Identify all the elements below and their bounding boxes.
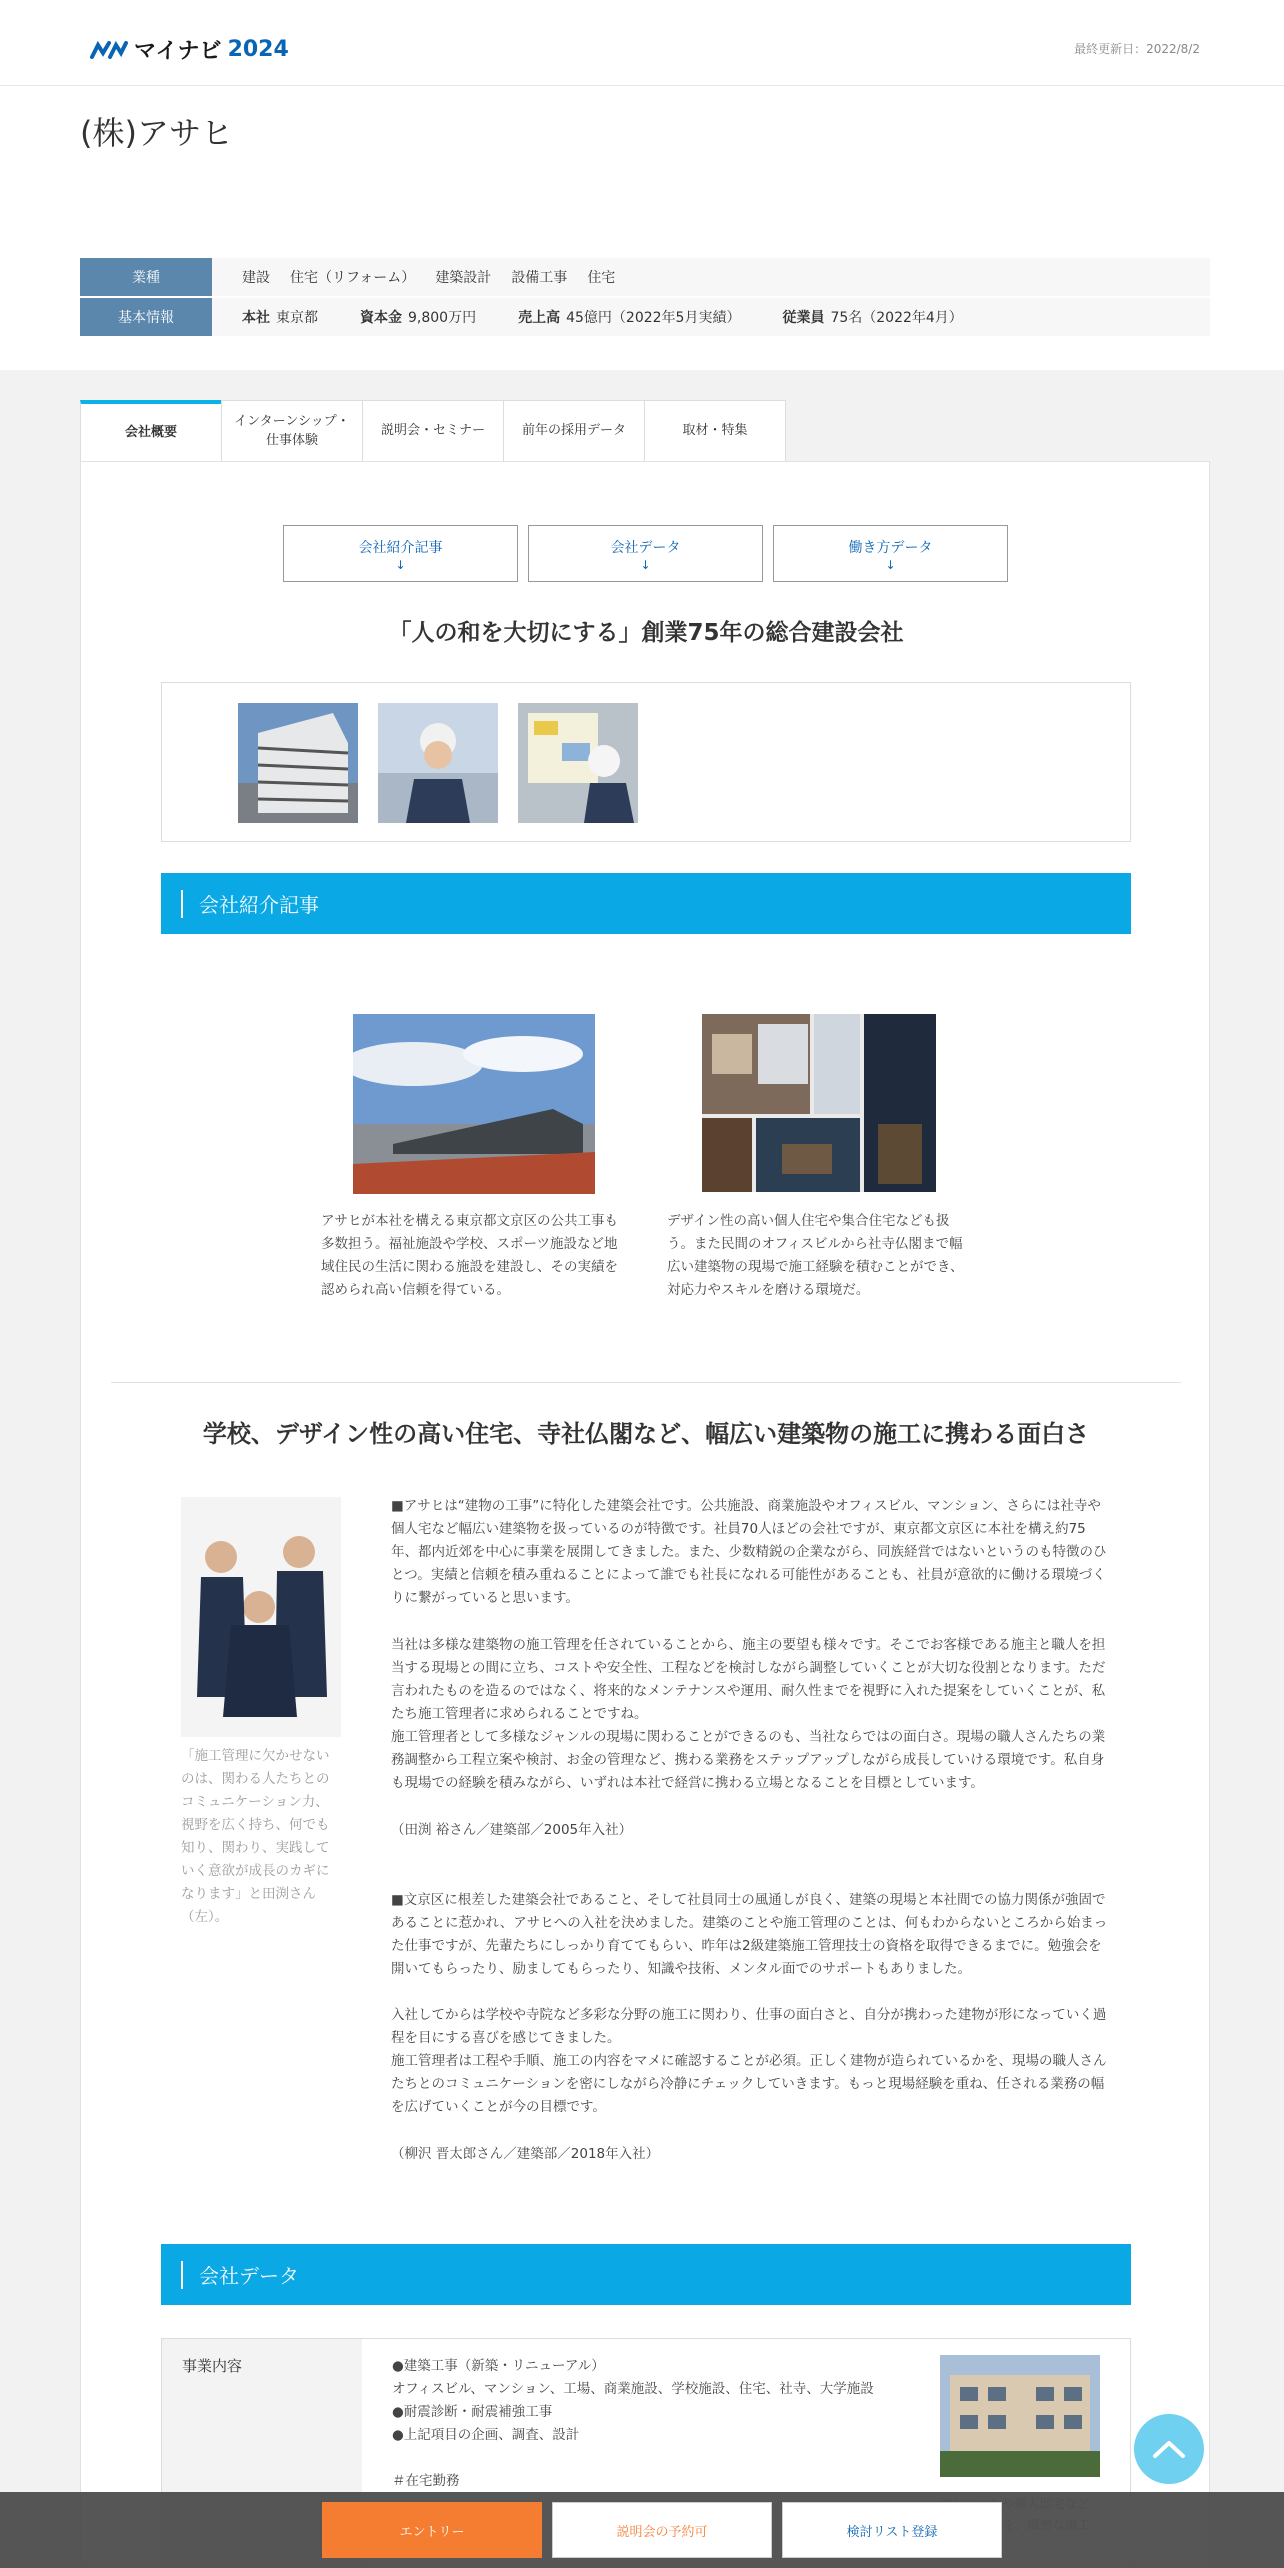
story-paragraph: ■文京区に根差した建築会社であること、そして社員同士の風通しが良く、建築の現場と本社間での協力関係が強固であることに惹かれ、アサヒへの入社を決めました。建築のことや施工管理のことは、何もわからないところから始まった仕事ですが、先輩たちにしっかり育ててもらい、昨年は2級建築施工管理技士の資格を取得できるまでに。勉強会を開いてもらったり、励ましてもらったり、知識や技術、メンタル面でのサポートもありました。 — [391, 1892, 1108, 1977]
page-tabs — [80, 400, 785, 462]
add-to-list-button[interactable]: 検討リスト登録 — [782, 2502, 1002, 2558]
worker-portrait-thumb[interactable] — [378, 703, 498, 823]
business-line: ●建築工事（新築・リニューアル） — [392, 2358, 605, 2374]
main-content — [80, 461, 1210, 2568]
chevron-up-icon — [1152, 2439, 1186, 2459]
logo-year: 2024 — [227, 37, 289, 62]
entry-button[interactable]: エントリー — [322, 2502, 542, 2558]
tab-company-overview[interactable]: 会社概要 — [80, 400, 222, 462]
data-row-label: 事業内容 — [162, 2339, 362, 2568]
story-title: 学校、デザイン性の高い住宅、寺社仏閣など、幅広い建築物の施工に携わる面白さ — [202, 1420, 1090, 1448]
section-bar-line — [181, 2261, 183, 2289]
data-row-value — [392, 2355, 912, 2493]
basic-info-row — [80, 298, 1210, 336]
basic-info-capital: 資本金 9,800万円 — [360, 310, 477, 326]
basic-info-sales: 売上高 45億円（2022年5月実績） — [518, 310, 741, 326]
basic-info-employees: 従業員 75名（2022年4月） — [782, 310, 963, 326]
last-updated: 最終更新日：2022/8/2 — [1074, 42, 1200, 56]
tab-seminar[interactable]: 説明会・セミナー — [362, 400, 504, 462]
business-line: ●耐震診断・耐震補強工事 — [392, 2404, 553, 2420]
section-title: 会社紹介記事 — [199, 893, 319, 917]
section-header-intro — [161, 873, 1131, 934]
article-caption-1: アサヒが本社を構える東京都文京区の公共工事も多数担う。福祉施設や学校、スポーツ施設など地域住民の生活に関わる施設を建設し、その実績を認められ高い信頼を得ている。 — [321, 1213, 618, 1298]
basic-info-hq: 本社 東京都 — [242, 310, 318, 326]
site-header — [0, 0, 1284, 86]
mynavi-logo[interactable] — [90, 34, 289, 65]
basic-info-label: 基本情報 — [80, 298, 212, 336]
business-tag: ＃在宅勤務 — [392, 2473, 460, 2489]
story-paragraph: 当社は多様な建築物の施工管理を任されていることから、施主の要望も様々です。そこでお客様である施主と職人を担当する現場との間に立ち、コストや安全性、工程などを検討しながら調整していくことが大切な役割となります。ただ言われたものを造るのではなく、将来的なメンテナンスや運用、耐久性までを視野に入れた提案をしていくことが、私たち施工管理者に求められることですね。 施工管理者として多様なジャンルの現場に関わることができるのも、当社ならではの面白さ。現場の職人さんたちの業務調整から工程立案や検討、お金の管理など、携わる業務をステップアップしながら成長していける環境です。私自身も現場での経験を積みながら、いずれは本社で経営に携わる立場となることを目標としています。 — [391, 1637, 1106, 1791]
anchor-label: 会社紹介記事 — [358, 539, 443, 556]
business-line: オフィスビル、マンション、工場、商業施設、学校施設、住宅、社寺、大学施設 — [392, 2381, 874, 2397]
tab-internship[interactable] — [221, 400, 363, 462]
section-header-company-data — [161, 2244, 1131, 2305]
tab-prev-recruit-data[interactable]: 前年の採用データ — [503, 400, 645, 462]
bottom-action-bar — [0, 2492, 1284, 2568]
story-paragraph: ■アサヒは“建物の工事”に特化した建築会社です。公共施設、商業施設やオフィスビル、マンション、さらには社寺や個人宅など幅広い建築物を扱っているのが特徴です。社員70人ほどの会社ですが、東京都文京区に本社を構え約75年、都内近郊を中心に事業を展開してきました。また、少数精鋭の企業ながら、同族経営ではないというのも特徴のひとつ。実績と信頼を積み重ねることによって誰でも社長になれる可能性があることも、社員が意欲的に働ける環境づくりに繋がっていると思います。 — [391, 1498, 1107, 1606]
anchor-links — [283, 525, 1008, 582]
worker-drawing-thumb[interactable] — [518, 703, 638, 823]
basic-info-values — [212, 307, 963, 327]
photo-gallery — [161, 682, 1131, 842]
anchor-label: 働き方データ — [848, 539, 933, 556]
residential-collage-photo[interactable] — [702, 1014, 936, 1192]
industry-item[interactable]: 設備工事 — [511, 270, 568, 286]
logo-mark-icon — [90, 39, 128, 61]
industry-label: 業種 — [80, 258, 212, 296]
section-divider — [111, 1382, 1181, 1383]
story-author: （柳沢 晋太郎さん／建築部／2018年入社） — [391, 2146, 660, 2162]
logo-text: マイナビ — [134, 39, 222, 64]
company-summary — [0, 86, 1284, 370]
company-name: (株)アサヒ — [80, 114, 233, 152]
section-bar-line — [181, 890, 183, 918]
article-caption-2: デザイン性の高い個人住宅や集合住宅なども扱う。また民間のオフィスビルから社寺仏閣まで幅広い建築物の現場で施工経験を積むことができ、対応力やスキルを磨ける環境だ。 — [667, 1213, 964, 1298]
anchor-work-style-data[interactable] — [773, 525, 1008, 582]
down-arrow-icon: ↓ — [885, 557, 896, 572]
business-line: ●上記項目の企画、調査、設計 — [392, 2427, 580, 2443]
industry-values — [212, 267, 615, 287]
industry-item[interactable]: 建設 — [242, 270, 270, 286]
tab-features[interactable]: 取材・特集 — [644, 400, 786, 462]
building-photo-thumb[interactable] — [238, 703, 358, 823]
story-paragraph: 入社してからは学校や寺院など多彩な分野の施工に関わり、仕事の面白さと、自分が携わった建物が形になっていく過程を目にする喜びを感じてきました。 施工管理者は工程や手順、施工の内容をマメに確認することが必須。正しく建物が造られているかを、現場の職人さんたちとのコミュニケーションを密にしながら冷静にチェックしていきます。もっと現場経験を重ね、任される業務の幅を広げていくことが今の目標です。 — [391, 2007, 1107, 2115]
industry-item[interactable]: 建築設計 — [435, 270, 492, 286]
staff-group-photo[interactable] — [181, 1497, 341, 1737]
apartment-building-photo[interactable] — [940, 2355, 1100, 2477]
anchor-label: 会社データ — [610, 539, 681, 556]
anchor-company-data[interactable] — [528, 525, 763, 582]
public-building-photo[interactable] — [353, 1014, 595, 1194]
section-title: 会社データ — [199, 2264, 299, 2288]
industry-row — [80, 258, 1210, 296]
story-author: （田渕 裕さん／建築部／2005年入社） — [391, 1822, 633, 1838]
anchor-company-article[interactable] — [283, 525, 518, 582]
down-arrow-icon: ↓ — [640, 557, 651, 572]
down-arrow-icon: ↓ — [395, 557, 406, 572]
catch-copy: 「人の和を大切にする」創業75年の総合建設会社 — [388, 620, 904, 646]
scroll-to-top-button[interactable] — [1134, 2414, 1204, 2484]
business-line — [392, 2447, 912, 2470]
tab-internship-label: インターンシップ・ 仕事体験 — [234, 413, 350, 448]
staff-photo-caption: 「施工管理に欠かせないのは、関わる人たちとのコミュニケーション力、視野を広く持ち、何でも知り、関わり、実践していく意欲が成長のカギになります」と田渕さん（左）。 — [181, 1748, 330, 1925]
industry-item[interactable]: 住宅（リフォーム） — [290, 270, 416, 286]
industry-item[interactable]: 住宅 — [587, 270, 616, 286]
seminar-reserve-button[interactable]: 説明会の予約可 — [552, 2502, 772, 2558]
